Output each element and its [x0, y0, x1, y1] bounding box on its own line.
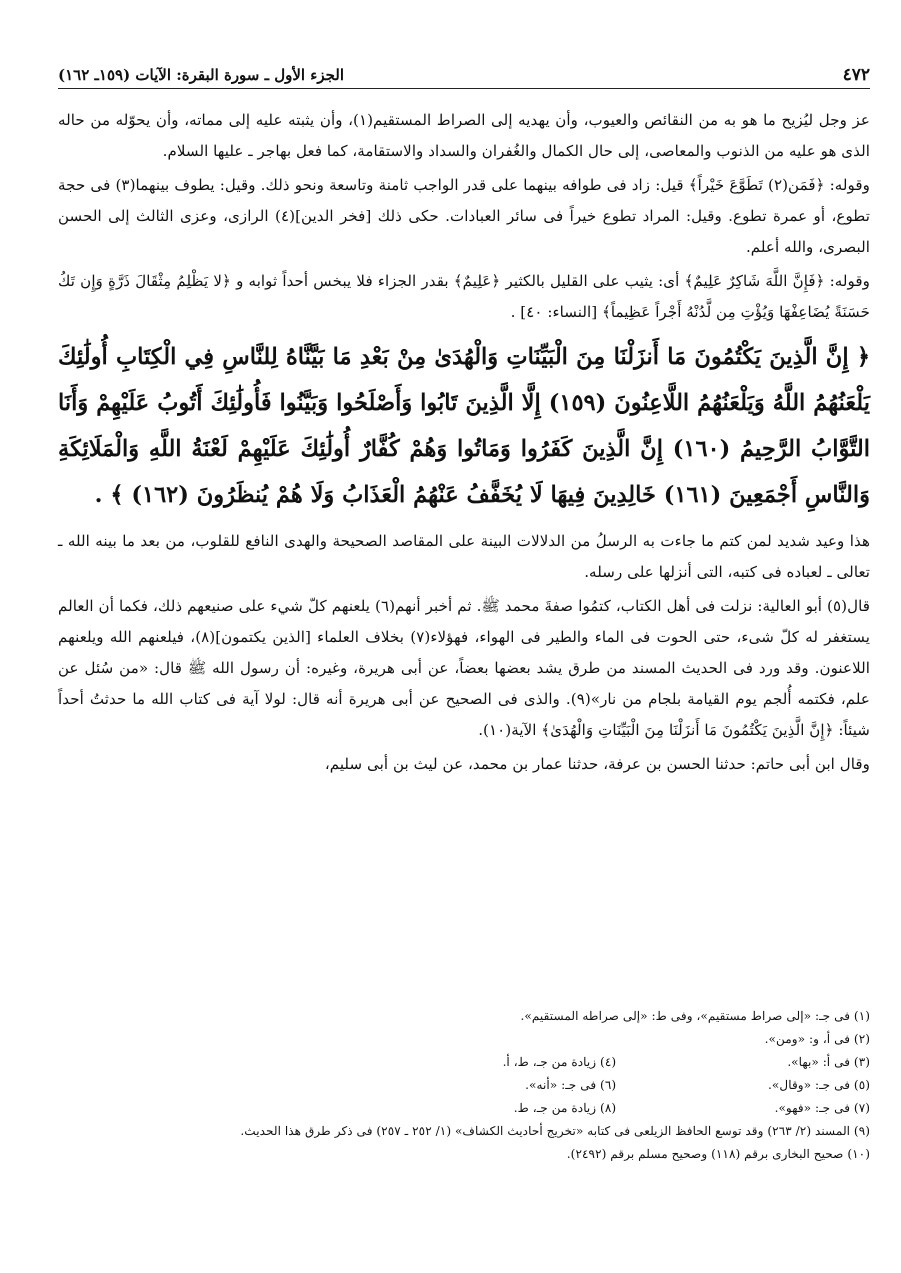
running-title: الجزء الأول ـ سورة البقرة: الآيات (١٥٩ـ ١٦٢) — [58, 66, 345, 84]
paragraph: وقوله: ﴿فَمَن(٢) تَطَوَّعَ خَيْراً﴾ قيل: زاد فى طوافه بينهما على قدر الواجب ثامنة وتاسعة ونحو ذلك. وقيل: يطوف بينهما(٣) فى حجة تطوع، أو عمرة تطوع. وقيل: المراد تطوع خيراً فى سائر العبادات. حكى ذلك [فخر الدين](٤) الرازى، وعزى الثالث إلى الحسن البصرى، والله أعلم. — [58, 176, 870, 256]
quran-verses-block: ﴿ إِنَّ الَّذِينَ يَكْتُمُونَ مَا أَنزَلْنَا مِنَ الْبَيِّنَاتِ وَالْهُدَىٰ مِنْ بَعْدِ مَا بَيَّنَّاهُ لِلنَّاسِ فِي الْكِتَابِ أُولَٰئِكَ يَلْعَنُهُمُ اللَّهُ وَيَلْعَنُهُمُ اللَّاعِنُونَ (١٥٩) إِلَّا الَّذِينَ تَابُوا وَأَصْلَحُوا وَبَيَّنُوا فَأُولَٰئِكَ أَتُوبُ عَلَيْهِمْ وَأَنَا التَّوَّابُ الرَّحِيمُ (١٦٠) إِنَّ الَّذِينَ كَفَرُوا وَمَاتُوا وَهُمْ كُفَّارٌ أُولَٰئِكَ عَلَيْهِمْ لَعْنَةُ اللَّهِ وَالْمَلَائِكَةِ وَالنَّاسِ أَجْمَعِينَ (١٦١) خَالِدِينَ فِيهَا لَا يُخَفَّفُ عَنْهُمُ الْعَذَابُ وَلَا هُمْ يُنظَرُونَ (١٦٢) ﴾ . — [58, 344, 870, 508]
main-text — [58, 105, 870, 780]
footnote: (٣) فى أ: «بها». — [787, 1055, 870, 1069]
footnote: (٧) فى جـ: «فهو». — [774, 1101, 870, 1115]
footnote-row — [58, 1051, 870, 1074]
footnote: (٥) فى جـ: «وقال». — [768, 1078, 870, 1092]
page-number: ٤٧٢ — [842, 65, 870, 85]
footnote-row — [58, 1074, 870, 1097]
footnote-row — [58, 1097, 870, 1120]
footnote: (٢) فى أ، و: «ومن». — [764, 1032, 870, 1046]
paragraph: وقوله: ﴿فَإِنَّ اللَّهَ شَاكِرٌ عَلِيمٌ﴾ أى: يثيب على القليل بالكثير ﴿عَلِيمٌ﴾ بقدر الجزاء فلا يبخس أحداً ثوابه و ﴿لا يَظْلِمُ مِثْقَالَ ذَرَّةٍ وَإِن تَكُ حَسَنَةً يُضَاعِفْهَا وَيُؤْتِ مِن لَّدُنْهُ أَجْراً عَظِيماً﴾ [النساء: ٤٠] . — [58, 272, 870, 321]
commentary-paragraph: قال(٥) أبو العالية: نزلت فى أهل الكتاب، كتمُوا صفةَ محمد ﷺ. ثم أخبر أنهم(٦) يلعنهم كلّ شيء على صنيعهم ذلك، فكما أن العالم يستغفر له كلّ شىء، حتى الحوت فى الماء والطير فى الهواء، فهؤلاء(٧) بخلاف العلماء [الذين يكتمون](٨)، فيلعنهم الله ويلعنهم اللاعنون. وقد ورد فى الحديث المسند من طرق يشد بعضها بعضاً، عن أبى هريرة، وغيره: أن رسول الله ﷺ قال: «من سُئل عن علم، فكتمه أُلجم يوم القيامة بلجام من نار»(٩). والذى فى الصحيح عن أبى هريرة أنه قال: لولا آية فى كتاب الله ما حدثتُ أحداً شيئاً: ﴿إِنَّ الَّذِينَ يَكْتُمُونَ مَا أَنزَلْنَا مِنَ الْبَيِّنَاتِ وَالْهُدَىٰ﴾ الآية(١٠). — [58, 597, 870, 739]
footnotes — [58, 1005, 870, 1166]
footnote: (١٠) صحيح البخارى برقم (١١٨) وصحيح مسلم برقم (٢٤٩٢). — [566, 1147, 870, 1161]
page — [58, 62, 870, 783]
running-header — [58, 62, 870, 89]
footnote: (١) فى جـ: «إلى صراط مستقيم»، وفى ط: «إلى صراطه المستقيم». — [520, 1009, 870, 1023]
footnote: (٩) المسند (٢/ ٢٦٣) وقد توسع الحافظ الزيلعى فى كتابه «تخريج أحاديث الكشاف» (١/ ٢٥٢ ـ ٢٥٧) فى ذكر طرق هذا الحديث. — [240, 1124, 870, 1138]
commentary-paragraph: وقال ابن أبى حاتم: حدثنا الحسن بن عرفة، حدثنا عمار بن محمد، عن ليث بن أبى سليم، — [324, 755, 870, 773]
commentary-paragraph: هذا وعيد شديد لمن كتم ما جاءت به الرسلُ من الدلالات البينة على المقاصد الصحيحة والهدى النافع للقلوب، من بعد ما بينه الله ـ تعالى ـ لعباده فى كتبه، التى أنزلها على رسله. — [58, 532, 870, 581]
paragraph: عز وجل ليُزيح ما هو به من النقائص والعيوب، وأن يهديه إلى الصراط المستقيم(١)، وأن يثبته عليه إلى مماته، وأن يحوّله من حاله الذى هو عليه من الذنوب والمعاصى، إلى حال الكمال والغُفران والسداد والاستقامة، كما فعل بهاجر ـ عليها السلام. — [58, 111, 870, 160]
footnote: (٨) زيادة من جـ، ط. — [513, 1101, 617, 1115]
footnote: (٦) فى جـ: «أنه». — [525, 1078, 617, 1092]
footnote: (٤) زيادة من جـ، ط، أ. — [502, 1055, 617, 1069]
